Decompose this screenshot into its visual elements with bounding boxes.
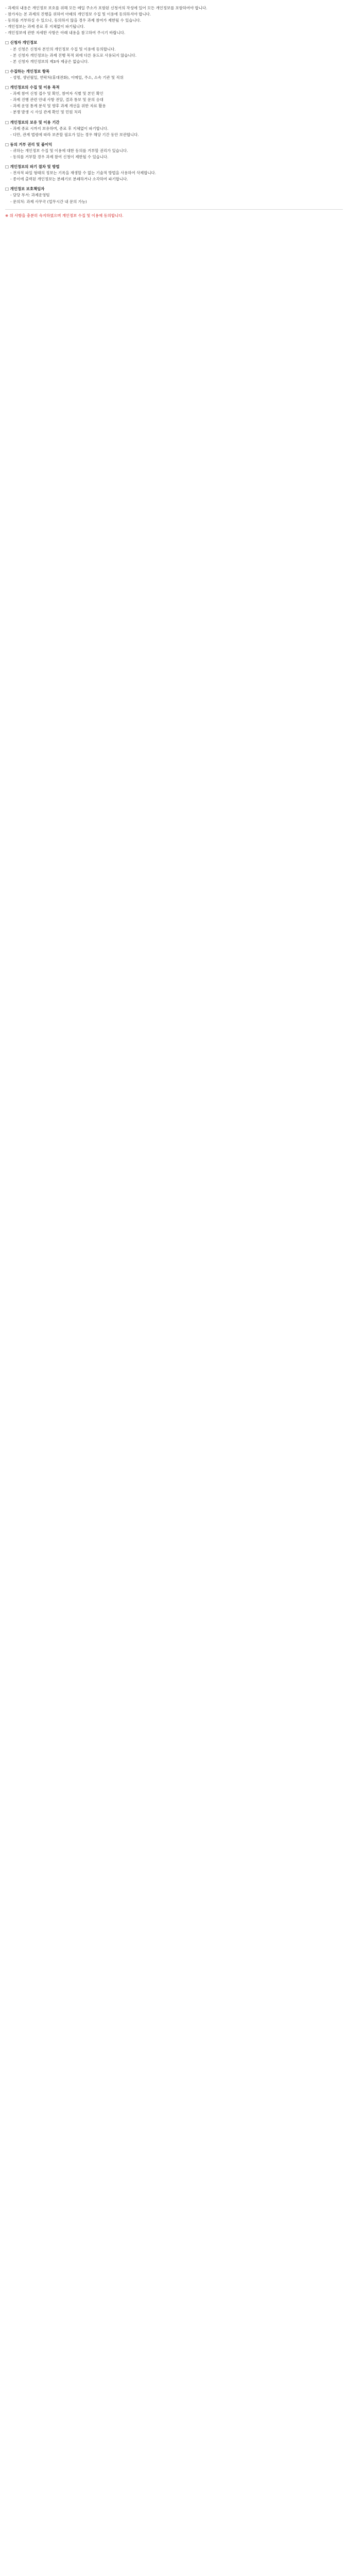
section-line: - 동의를 거부할 경우 과제 참여 신청이 제한될 수 있습니다. [10,154,109,159]
document-page [5,0,343,219]
section-line: - 다만, 관계 법령에 따라 보존할 필요가 있는 경우 해당 기간 동안 보관합니다. [10,132,139,137]
section-line: - 담당 부서: 과제운영팀 [10,193,50,198]
intro-line: - 동의를 거부하실 수 있으나, 동의하지 않을 경우 과제 참여가 제한될 수 있습니다. [5,18,142,23]
footer-note: ※ 위 사항을 충분히 숙지하였으며 개인정보 수집 및 이용에 동의합니다. [5,213,124,218]
section-title: □ 개인정보의 파기 절차 및 방법 [5,164,60,170]
intro-line: - 개인정보는 과제 종료 후 지체없이 파기됩니다. [5,24,85,29]
intro-line: - 과제의 내용은 개인정보 보호를 위해 모든 메일 주소가 포함된 신청서의 작성에 있어 모든 개인정보를 포함하여야 합니다. [5,6,207,10]
section-title: □ 개인정보의 수집 및 이용 목적 [5,85,60,90]
intro-line: - 참가자는 본 과제의 진행을 위하여 아래의 개인정보 수집 및 이용에 동의하셔야 합니다. [5,12,151,17]
section-line: - 성명, 생년월일, 연락처(휴대전화), 이메일, 주소, 소속 기관 및 직위 [10,75,124,80]
section-title: □ 신청자 개인정보 [5,40,38,45]
section-line: - 과제 종료 시까지 보유하며, 종료 후 지체없이 파기합니다. [10,126,109,131]
intro-block [5,5,343,36]
section-title: □ 개인정보의 보유 및 이용 기간 [5,120,60,125]
section-line: - 본 신청은 신청자 본인의 개인정보 수집 및 이용에 동의합니다. [10,46,116,52]
intro-line: - 개인정보에 관한 자세한 사항은 아래 내용을 참고하여 주시기 바랍니다. [5,30,126,36]
section-title: □ 개인정보 보호책임자 [5,187,45,192]
section-line: - 전자적 파일 형태의 정보는 기록을 재생할 수 없는 기술적 방법을 사용하여 삭제합니다. [10,171,156,176]
section-line: - 귀하는 개인정보 수집 및 이용에 대한 동의를 거부할 권리가 있습니다. [10,148,128,153]
section-line: - 과제 운영 통계 분석 및 향후 과제 개선을 위한 자료 활용 [10,104,106,109]
section-line: - 과제 진행 관련 안내 사항 전달, 결과 통보 및 문의 응대 [10,97,103,103]
section-line: - 종이에 출력된 개인정보는 분쇄기로 분쇄하거나 소각하여 파기합니다. [10,177,128,182]
divider [5,209,343,210]
section-line: - 문의처: 과제 사무국 (업무시간 내 문의 가능) [10,199,87,204]
section-line: - 과제 참여 신청 접수 및 확인, 참여자 식별 및 본인 확인 [10,91,103,96]
section-line: - 본 신청자 개인정보는 과제 진행 목적 외에 다른 용도로 사용되지 않습니다. [10,53,137,58]
section-line: - 본 신청자 개인정보의 제3자 제공은 없습니다. [10,59,89,64]
section-title: □ 수집하는 개인정보 항목 [5,69,50,74]
section-line: - 분쟁 발생 시 사실 관계 확인 및 민원 처리 [10,110,82,115]
section-title: □ 동의 거부 권리 및 불이익 [5,142,53,147]
